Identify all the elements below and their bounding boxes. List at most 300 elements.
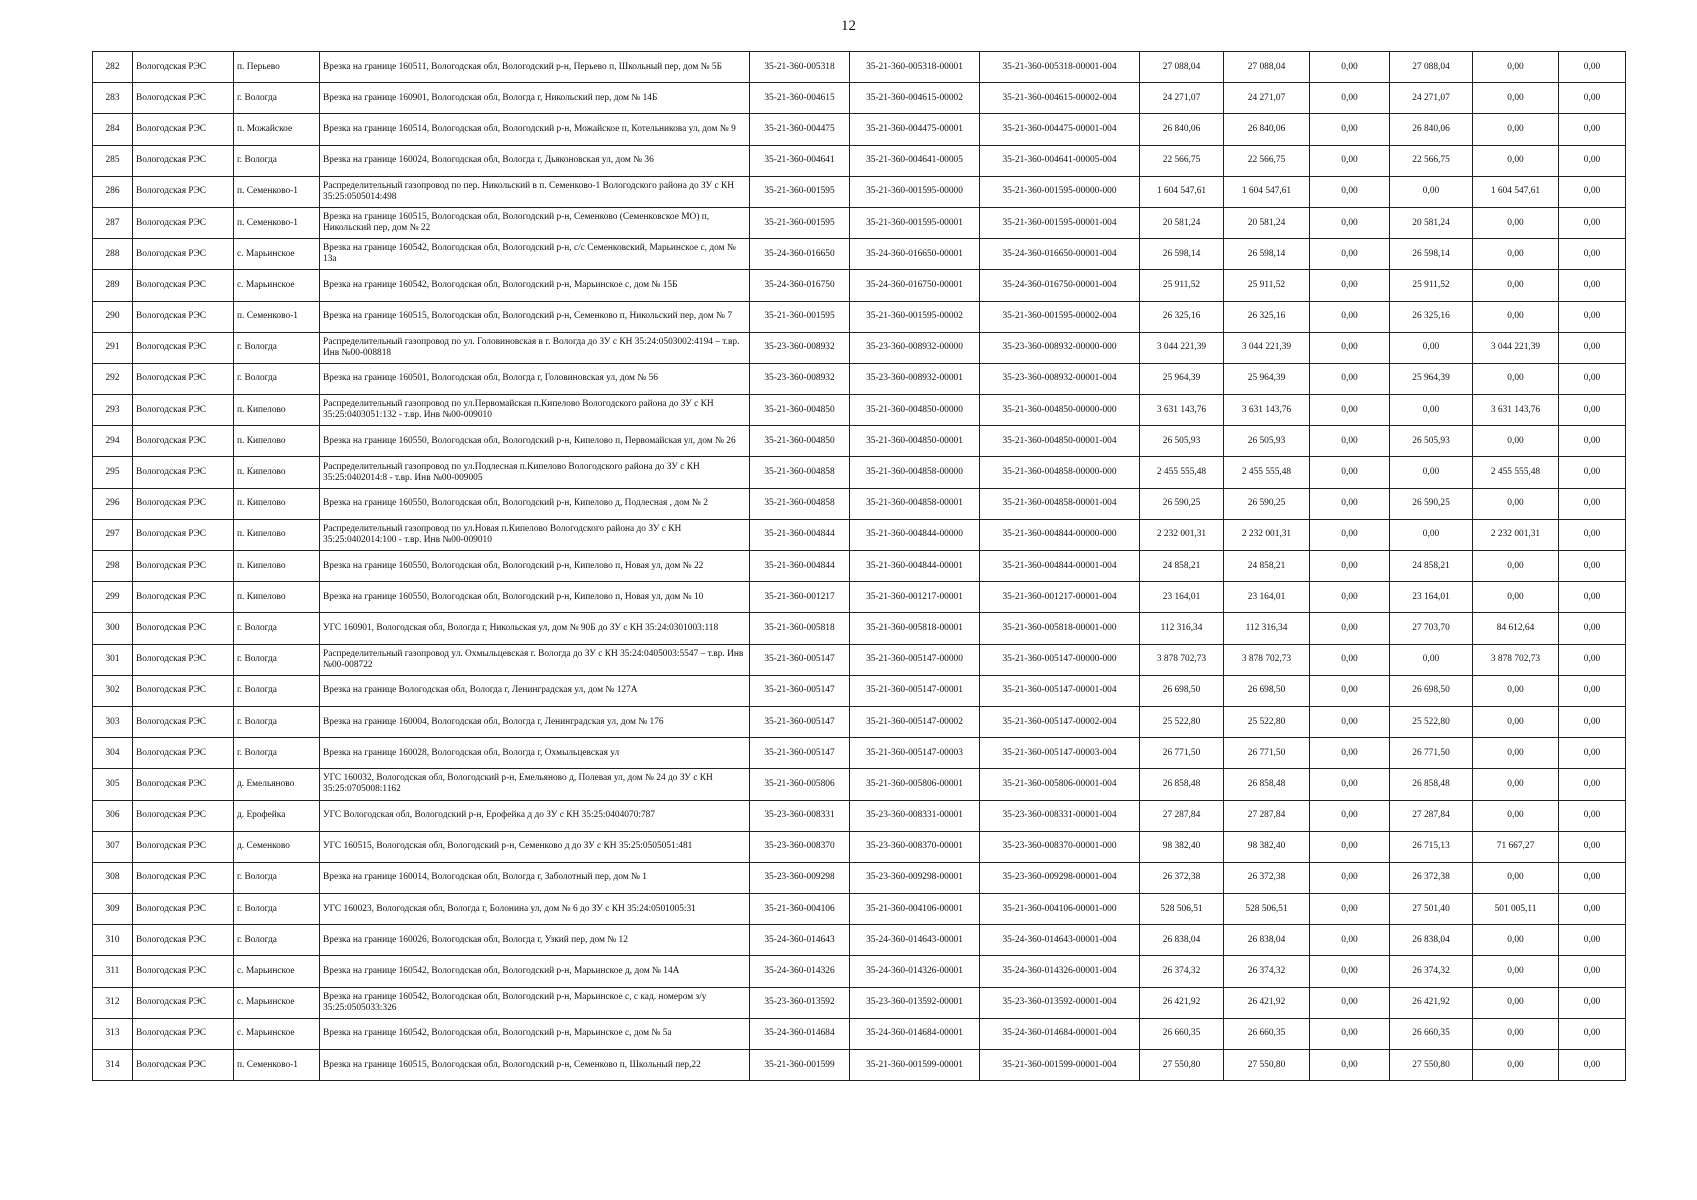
network-cost-cell: 0,00 [1473,363,1559,394]
row-number-cell: 314 [93,1050,133,1081]
cadastral-code-cell: 35-21-360-005806 [750,769,850,800]
locality-cell: п. Семенково-1 [234,176,320,207]
total-cost-cell: 25 522,80 [1140,706,1224,737]
object-code-cell: 35-21-360-004844-00001 [850,551,980,582]
locality-cell: д. Семенково [234,831,320,862]
cost-column-3-cell: 0,00 [1310,457,1390,488]
connection-cost-cell: 26 660,35 [1390,1018,1473,1049]
object-description-cell: Распределительный газопровод по ул. Головиновская в г. Вологда до ЗУ с КН 35:24:0503002:4194 – т.вр. Инв №00-008818 [320,332,750,363]
locality-cell: г. Вологда [234,83,320,114]
cost-with-vat-cell: 26 840,06 [1224,114,1310,145]
sub-object-code-cell: 35-24-360-014326-00001-004 [980,956,1140,987]
locality-cell: г. Вологда [234,363,320,394]
cost-with-vat-cell: 2 455 555,48 [1224,457,1310,488]
organization-cell: Вологодская РЭС [133,706,234,737]
sub-object-code-cell: 35-23-360-013592-00001-004 [980,987,1140,1018]
locality-cell: п. Семенково-1 [234,207,320,238]
cost-with-vat-cell: 27 287,84 [1224,800,1310,831]
table-row [93,956,1626,987]
cost-column-6-cell: 0,00 [1559,176,1626,207]
row-number-cell: 293 [93,395,133,426]
cost-column-6-cell: 0,00 [1559,987,1626,1018]
network-cost-cell: 0,00 [1473,270,1559,301]
cost-with-vat-cell: 26 698,50 [1224,675,1310,706]
cost-column-3-cell: 0,00 [1310,332,1390,363]
table-row [93,114,1626,145]
table-row [93,738,1626,769]
object-description-cell: Врезка на границе 160026, Вологодская обл, Вологда г, Узкий пер, дом № 12 [320,925,750,956]
cost-column-3-cell: 0,00 [1310,551,1390,582]
cost-column-3-cell: 0,00 [1310,738,1390,769]
row-number-cell: 312 [93,987,133,1018]
organization-cell: Вологодская РЭС [133,551,234,582]
object-description-cell: Врезка на границе 160550, Вологодская обл, Вологодский р-н, Кипелово д, Подлесная , дом № 2 [320,488,750,519]
total-cost-cell: 112 316,34 [1140,613,1224,644]
connection-cost-cell: 26 421,92 [1390,987,1473,1018]
cost-column-3-cell: 0,00 [1310,956,1390,987]
table-row [93,395,1626,426]
organization-cell: Вологодская РЭС [133,426,234,457]
total-cost-cell: 26 590,25 [1140,488,1224,519]
connection-cost-cell: 24 858,21 [1390,551,1473,582]
cost-with-vat-cell: 27 088,04 [1224,52,1310,83]
cost-column-3-cell: 0,00 [1310,207,1390,238]
object-code-cell: 35-21-360-004850-00000 [850,395,980,426]
network-cost-cell: 501 005,11 [1473,894,1559,925]
cadastral-code-cell: 35-21-360-004475 [750,114,850,145]
object-description-cell: Врезка на границе 160542, Вологодская обл, Вологодский р-н, Марьинское с, дом № 15Б [320,270,750,301]
row-number-cell: 299 [93,582,133,613]
connection-cost-cell: 26 858,48 [1390,769,1473,800]
cost-with-vat-cell: 20 581,24 [1224,207,1310,238]
cadastral-code-cell: 35-21-360-004106 [750,894,850,925]
cost-column-3-cell: 0,00 [1310,395,1390,426]
sub-object-code-cell: 35-23-360-008932-00001-004 [980,363,1140,394]
object-description-cell: Врезка на границе 160014, Вологодская обл, Вологда г, Заболотный пер, дом № 1 [320,862,750,893]
connection-cost-cell: 26 715,13 [1390,831,1473,862]
sub-object-code-cell: 35-21-360-005147-00003-004 [980,738,1140,769]
network-cost-cell: 1 604 547,61 [1473,176,1559,207]
cost-column-6-cell: 0,00 [1559,114,1626,145]
row-number-cell: 286 [93,176,133,207]
network-cost-cell: 0,00 [1473,738,1559,769]
row-number-cell: 287 [93,207,133,238]
organization-cell: Вологодская РЭС [133,862,234,893]
network-cost-cell: 0,00 [1473,239,1559,270]
connection-cost-cell: 25 964,39 [1390,363,1473,394]
cost-column-3-cell: 0,00 [1310,239,1390,270]
object-description-cell: Врезка на границе 160511, Вологодская обл, Вологодский р-н, Перьево п, Школьный пер, дом № 5Б [320,52,750,83]
cost-column-6-cell: 0,00 [1559,738,1626,769]
sub-object-code-cell: 35-21-360-001217-00001-004 [980,582,1140,613]
cost-column-3-cell: 0,00 [1310,894,1390,925]
cost-column-3-cell: 0,00 [1310,519,1390,550]
connection-cost-cell: 27 550,80 [1390,1050,1473,1081]
locality-cell: г. Вологда [234,332,320,363]
total-cost-cell: 24 858,21 [1140,551,1224,582]
cost-column-6-cell: 0,00 [1559,675,1626,706]
cadastral-code-cell: 35-21-360-001595 [750,176,850,207]
object-code-cell: 35-24-360-014326-00001 [850,956,980,987]
sub-object-code-cell: 35-21-360-005147-00002-004 [980,706,1140,737]
cost-with-vat-cell: 26 505,93 [1224,426,1310,457]
cost-column-6-cell: 0,00 [1559,239,1626,270]
row-number-cell: 303 [93,706,133,737]
locality-cell: п. Кипелово [234,426,320,457]
object-description-cell: Распределительный газопровод по ул.Первомайская п.Кипелово Вологодского района до ЗУ с КН 35:25:0403051:132 - т.вр. Инв №00-009010 [320,395,750,426]
object-description-cell: Врезка на границе 160550, Вологодская обл, Вологодский р-н, Кипелово п, Новая ул, дом № 22 [320,551,750,582]
locality-cell: с. Марьинское [234,239,320,270]
cadastral-code-cell: 35-21-360-001599 [750,1050,850,1081]
locality-cell: г. Вологда [234,738,320,769]
total-cost-cell: 98 382,40 [1140,831,1224,862]
sub-object-code-cell: 35-24-360-016650-00001-004 [980,239,1140,270]
object-code-cell: 35-21-360-004858-00001 [850,488,980,519]
cost-with-vat-cell: 26 838,04 [1224,925,1310,956]
object-code-cell: 35-23-360-008331-00001 [850,800,980,831]
organization-cell: Вологодская РЭС [133,114,234,145]
cost-column-3-cell: 0,00 [1310,426,1390,457]
total-cost-cell: 26 838,04 [1140,925,1224,956]
object-code-cell: 35-21-360-001595-00001 [850,207,980,238]
connection-cost-cell: 26 771,50 [1390,738,1473,769]
sub-object-code-cell: 35-23-360-009298-00001-004 [980,862,1140,893]
cost-column-3-cell: 0,00 [1310,831,1390,862]
cost-column-6-cell: 0,00 [1559,519,1626,550]
row-number-cell: 296 [93,488,133,519]
row-number-cell: 288 [93,239,133,270]
object-description-cell: Распределительный газопровод по ул.Новая п.Кипелово Вологодского района до ЗУ с КН 35:25:0402014:100 - т.вр. Инв №00-009010 [320,519,750,550]
cadastral-code-cell: 35-21-360-001595 [750,301,850,332]
cost-column-3-cell: 0,00 [1310,363,1390,394]
sub-object-code-cell: 35-21-360-001595-00002-004 [980,301,1140,332]
organization-cell: Вологодская РЭС [133,301,234,332]
cost-with-vat-cell: 26 660,35 [1224,1018,1310,1049]
object-description-cell: Врезка на границе 160515, Вологодская обл, Вологодский р-н, Семенково (Семенковское МО) п, Никольский пер, дом № 22 [320,207,750,238]
object-code-cell: 35-23-360-009298-00001 [850,862,980,893]
cadastral-code-cell: 35-21-360-004615 [750,83,850,114]
network-cost-cell: 0,00 [1473,551,1559,582]
row-number-cell: 311 [93,956,133,987]
connection-cost-cell: 26 838,04 [1390,925,1473,956]
cost-with-vat-cell: 3 044 221,39 [1224,332,1310,363]
cost-column-6-cell: 0,00 [1559,52,1626,83]
organization-cell: Вологодская РЭС [133,738,234,769]
cadastral-code-cell: 35-21-360-004850 [750,426,850,457]
sub-object-code-cell: 35-21-360-001595-00000-000 [980,176,1140,207]
cadastral-code-cell: 35-24-360-014326 [750,956,850,987]
cost-with-vat-cell: 1 604 547,61 [1224,176,1310,207]
row-number-cell: 300 [93,613,133,644]
sub-object-code-cell: 35-21-360-005147-00000-000 [980,644,1140,675]
cost-column-6-cell: 0,00 [1559,488,1626,519]
sub-object-code-cell: 35-21-360-004106-00001-000 [980,894,1140,925]
sub-object-code-cell: 35-21-360-004615-00002-004 [980,83,1140,114]
cost-column-6-cell: 0,00 [1559,270,1626,301]
cost-column-6-cell: 0,00 [1559,457,1626,488]
object-description-cell: Врезка на границе 160515, Вологодская обл, Вологодский р-н, Семенково п, Школьный пер,22 [320,1050,750,1081]
network-cost-cell: 0,00 [1473,426,1559,457]
object-description-cell: УГС 160032, Вологодская обл, Вологодский р-н, Емельяново д, Полевая ул, дом № 24 до ЗУ с КН 35:25:0705008:1162 [320,769,750,800]
organization-cell: Вологодская РЭС [133,894,234,925]
total-cost-cell: 528 506,51 [1140,894,1224,925]
connection-cost-cell: 22 566,75 [1390,145,1473,176]
object-code-cell: 35-24-360-014684-00001 [850,1018,980,1049]
table-row [93,176,1626,207]
cost-column-6-cell: 0,00 [1559,207,1626,238]
cost-with-vat-cell: 24 271,07 [1224,83,1310,114]
total-cost-cell: 26 372,38 [1140,862,1224,893]
object-code-cell: 35-21-360-005147-00002 [850,706,980,737]
cost-with-vat-cell: 98 382,40 [1224,831,1310,862]
sub-object-code-cell: 35-21-360-005318-00001-004 [980,52,1140,83]
row-number-cell: 284 [93,114,133,145]
cost-with-vat-cell: 26 598,14 [1224,239,1310,270]
network-cost-cell: 0,00 [1473,862,1559,893]
connection-cost-cell: 25 522,80 [1390,706,1473,737]
table-row [93,831,1626,862]
network-cost-cell: 2 455 555,48 [1473,457,1559,488]
cost-column-3-cell: 0,00 [1310,145,1390,176]
object-description-cell: Врезка на границе 160542, Вологодская обл, Вологодский р-н, Марьинское д, дом № 14А [320,956,750,987]
table-row [93,52,1626,83]
cost-with-vat-cell: 25 522,80 [1224,706,1310,737]
cost-column-6-cell: 0,00 [1559,83,1626,114]
table-row [93,894,1626,925]
cost-column-6-cell: 0,00 [1559,894,1626,925]
row-number-cell: 306 [93,800,133,831]
network-cost-cell: 84 612,64 [1473,613,1559,644]
organization-cell: Вологодская РЭС [133,831,234,862]
cadastral-code-cell: 35-21-360-005147 [750,644,850,675]
network-cost-cell: 0,00 [1473,987,1559,1018]
object-description-cell: Врезка на границе 160542, Вологодская обл, Вологодский р-н, с/с Семенковский, Марьинское с, дом № 13а [320,239,750,270]
network-cost-cell: 3 878 702,73 [1473,644,1559,675]
locality-cell: п. Семенково-1 [234,301,320,332]
connection-cost-cell: 24 271,07 [1390,83,1473,114]
object-code-cell: 35-23-360-008932-00001 [850,363,980,394]
cost-column-3-cell: 0,00 [1310,1018,1390,1049]
cost-column-6-cell: 0,00 [1559,426,1626,457]
table-row [93,270,1626,301]
connection-cost-cell: 26 698,50 [1390,675,1473,706]
object-code-cell: 35-21-360-004475-00001 [850,114,980,145]
cost-column-6-cell: 0,00 [1559,332,1626,363]
organization-cell: Вологодская РЭС [133,332,234,363]
locality-cell: с. Марьинское [234,987,320,1018]
cost-with-vat-cell: 2 232 001,31 [1224,519,1310,550]
cost-with-vat-cell: 25 964,39 [1224,363,1310,394]
total-cost-cell: 2 232 001,31 [1140,519,1224,550]
cost-column-3-cell: 0,00 [1310,706,1390,737]
organization-cell: Вологодская РЭС [133,52,234,83]
network-cost-cell: 0,00 [1473,1050,1559,1081]
cost-column-6-cell: 0,00 [1559,1050,1626,1081]
sub-object-code-cell: 35-24-360-014684-00001-004 [980,1018,1140,1049]
object-code-cell: 35-21-360-001599-00001 [850,1050,980,1081]
locality-cell: д. Емельяново [234,769,320,800]
organization-cell: Вологодская РЭС [133,239,234,270]
object-code-cell: 35-21-360-005147-00001 [850,675,980,706]
cost-column-6-cell: 0,00 [1559,925,1626,956]
network-cost-cell: 0,00 [1473,83,1559,114]
connection-cost-cell: 26 372,38 [1390,862,1473,893]
table-row [93,706,1626,737]
table-row [93,488,1626,519]
connection-cost-cell: 26 325,16 [1390,301,1473,332]
connection-cost-cell: 26 505,93 [1390,426,1473,457]
cost-column-6-cell: 0,00 [1559,831,1626,862]
row-number-cell: 292 [93,363,133,394]
sub-object-code-cell: 35-21-360-001595-00001-004 [980,207,1140,238]
row-number-cell: 294 [93,426,133,457]
connection-cost-cell: 23 164,01 [1390,582,1473,613]
cost-column-3-cell: 0,00 [1310,301,1390,332]
cost-column-6-cell: 0,00 [1559,769,1626,800]
row-number-cell: 297 [93,519,133,550]
organization-cell: Вологодская РЭС [133,800,234,831]
cost-with-vat-cell: 3 878 702,73 [1224,644,1310,675]
locality-cell: г. Вологда [234,644,320,675]
total-cost-cell: 26 660,35 [1140,1018,1224,1049]
row-number-cell: 290 [93,301,133,332]
cadastral-code-cell: 35-21-360-001217 [750,582,850,613]
sub-object-code-cell: 35-21-360-004844-00001-004 [980,551,1140,582]
cost-column-3-cell: 0,00 [1310,582,1390,613]
sub-object-code-cell: 35-21-360-004844-00000-000 [980,519,1140,550]
connection-cost-cell: 0,00 [1390,176,1473,207]
cost-column-3-cell: 0,00 [1310,488,1390,519]
locality-cell: г. Вологда [234,613,320,644]
total-cost-cell: 26 771,50 [1140,738,1224,769]
cadastral-code-cell: 35-21-360-004850 [750,395,850,426]
cost-with-vat-cell: 26 325,16 [1224,301,1310,332]
cost-column-6-cell: 0,00 [1559,613,1626,644]
connection-cost-cell: 0,00 [1390,332,1473,363]
cadastral-code-cell: 35-23-360-008932 [750,332,850,363]
organization-cell: Вологодская РЭС [133,675,234,706]
object-description-cell: Врезка на границе 160515, Вологодская обл, Вологодский р-н, Семенково п, Никольский пер, дом № 7 [320,301,750,332]
object-code-cell: 35-21-360-001595-00002 [850,301,980,332]
cost-with-vat-cell: 3 631 143,76 [1224,395,1310,426]
cadastral-code-cell: 35-21-360-004858 [750,488,850,519]
row-number-cell: 291 [93,332,133,363]
cost-column-6-cell: 0,00 [1559,551,1626,582]
total-cost-cell: 20 581,24 [1140,207,1224,238]
total-cost-cell: 26 858,48 [1140,769,1224,800]
network-cost-cell: 0,00 [1473,769,1559,800]
organization-cell: Вологодская РЭС [133,644,234,675]
cost-with-vat-cell: 23 164,01 [1224,582,1310,613]
network-cost-cell: 0,00 [1473,1018,1559,1049]
organization-cell: Вологодская РЭС [133,519,234,550]
table-row [93,301,1626,332]
row-number-cell: 313 [93,1018,133,1049]
locality-cell: г. Вологда [234,862,320,893]
cost-column-3-cell: 0,00 [1310,52,1390,83]
organization-cell: Вологодская РЭС [133,769,234,800]
connection-cost-cell: 0,00 [1390,395,1473,426]
cost-column-6-cell: 0,00 [1559,145,1626,176]
cadastral-code-cell: 35-21-360-004844 [750,551,850,582]
cost-column-3-cell: 0,00 [1310,769,1390,800]
table-row [93,239,1626,270]
connection-cost-cell: 27 088,04 [1390,52,1473,83]
organization-cell: Вологодская РЭС [133,582,234,613]
cost-column-3-cell: 0,00 [1310,613,1390,644]
table-row [93,1018,1626,1049]
row-number-cell: 285 [93,145,133,176]
object-code-cell: 35-21-360-004615-00002 [850,83,980,114]
cost-column-6-cell: 0,00 [1559,395,1626,426]
network-cost-cell: 0,00 [1473,956,1559,987]
connection-cost-cell: 27 501,40 [1390,894,1473,925]
row-number-cell: 289 [93,270,133,301]
cost-with-vat-cell: 25 911,52 [1224,270,1310,301]
connection-cost-cell: 26 598,14 [1390,239,1473,270]
total-cost-cell: 1 604 547,61 [1140,176,1224,207]
locality-cell: п. Можайское [234,114,320,145]
total-cost-cell: 3 044 221,39 [1140,332,1224,363]
row-number-cell: 304 [93,738,133,769]
object-code-cell: 35-23-360-008932-00000 [850,332,980,363]
network-cost-cell: 0,00 [1473,488,1559,519]
cadastral-code-cell: 35-21-360-005318 [750,52,850,83]
object-code-cell: 35-21-360-004641-00005 [850,145,980,176]
network-cost-cell: 71 667,27 [1473,831,1559,862]
cadastral-code-cell: 35-24-360-016650 [750,239,850,270]
row-number-cell: 302 [93,675,133,706]
organization-cell: Вологодская РЭС [133,83,234,114]
cadastral-code-cell: 35-21-360-004844 [750,519,850,550]
cadastral-code-cell: 35-21-360-005147 [750,706,850,737]
cost-with-vat-cell: 24 858,21 [1224,551,1310,582]
organization-cell: Вологодская РЭС [133,176,234,207]
sub-object-code-cell: 35-21-360-005147-00001-004 [980,675,1140,706]
total-cost-cell: 25 911,52 [1140,270,1224,301]
organization-cell: Вологодская РЭС [133,395,234,426]
cost-column-6-cell: 0,00 [1559,706,1626,737]
connection-cost-cell: 0,00 [1390,644,1473,675]
cost-with-vat-cell: 26 372,38 [1224,862,1310,893]
connection-cost-cell: 26 840,06 [1390,114,1473,145]
total-cost-cell: 27 088,04 [1140,52,1224,83]
cost-column-3-cell: 0,00 [1310,925,1390,956]
object-description-cell: Врезка на границе 160550, Вологодская обл, Вологодский р-н, Кипелово п, Новая ул, дом № 10 [320,582,750,613]
total-cost-cell: 25 964,39 [1140,363,1224,394]
organization-cell: Вологодская РЭС [133,925,234,956]
table-row [93,769,1626,800]
table-row [93,925,1626,956]
row-number-cell: 298 [93,551,133,582]
object-description-cell: Врезка на границе 160542, Вологодская обл, Вологодский р-н, Марьинское с, дом № 5а [320,1018,750,1049]
table-row [93,675,1626,706]
sub-object-code-cell: 35-23-360-008331-00001-004 [980,800,1140,831]
cost-with-vat-cell: 26 771,50 [1224,738,1310,769]
locality-cell: г. Вологда [234,145,320,176]
cost-column-3-cell: 0,00 [1310,114,1390,145]
cost-column-6-cell: 0,00 [1559,644,1626,675]
organization-cell: Вологодская РЭС [133,1018,234,1049]
table-row [93,613,1626,644]
object-description-cell: Врезка на границе 160550, Вологодская обл, Вологодский р-н, Кипелово п, Первомайская ул, дом № 26 [320,426,750,457]
table-row [93,363,1626,394]
object-description-cell: Врезка на границе 160028, Вологодская обл, Вологда г, Охмыльцевская ул [320,738,750,769]
connection-cost-cell: 0,00 [1390,519,1473,550]
registry-table [92,51,1626,1081]
cost-with-vat-cell: 26 374,32 [1224,956,1310,987]
row-number-cell: 301 [93,644,133,675]
